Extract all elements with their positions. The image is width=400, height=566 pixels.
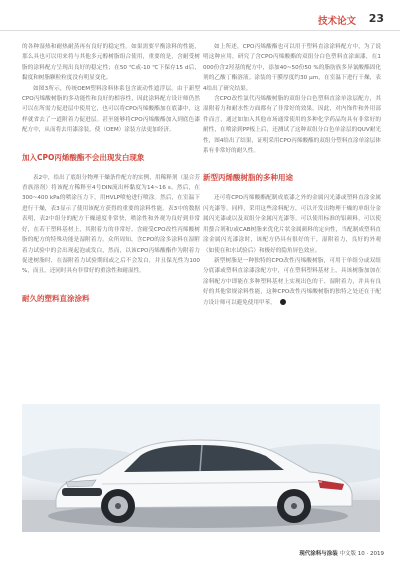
edition-label: 中文版 bbox=[339, 551, 356, 557]
paragraph: 还可将CPO丙烯酸酯配制成底漆之外的金属闪光漆或塑料直涂金属闪光漆等。同样，采用这些涂料配方，可以开发出物理干燥的单组分金属闪光漆或以及双组分金属闪光漆等。可以使用标准的铝颜料，可以使用螯合剂和/或CAB树脂来优化片状金属颜料的定向性，当配制成塑料直涂金属闪光漆涂时，该配方仍具有很好的干，湿附着力，良好的外观（如使在和水试验后）和极好的隐角屏色效应。 bbox=[203, 195, 381, 254]
paragraph bbox=[203, 256, 381, 308]
paragraph: 如图3所示，传统OEM塑料涂料体系包含流动性遮浮层。由于新型CPO丙烯酸树脂的多功能性和良好的相容性，因此涂料配方设计师仍然可以在所需力促进层中使用它，也可以将CPO丙烯酸酯加在底漆中，这样就省去了一道附着力促进层。甚至能够将CPO丙烯酸酯加入到底色漆配方中，从而将去用漆涂装，使（OEM）涂装方法更加经济。 bbox=[22, 85, 200, 134]
magazine-name: 现代涂料与涂装 bbox=[299, 551, 338, 557]
page-footer bbox=[299, 549, 384, 557]
right-column bbox=[203, 42, 381, 308]
paragraph: 表2中，给出了底组分物理干燥条件配方的实例，用稀释剂（混合芳香族溶剂）将该配方稀释至4号DIN流出杯黏度为14~16 s。然后，在300~400 kPa的喷涂压力下，用HVLP喷枪进行喷涂。然后，在室温下进行干燥，表3显示了使用该配方获得的重要的涂料性能。表3中的数据表明，表2中组分的配方干燥速度非常快，喷涂性和外观为良好到非常好，在若干塑料基材上，其附着力的非常好。含耐受CPO改性丙烯酸树脂的配方的特殊功能是湿附着力。众所周知，含CPO的涂多涂料在湿附着力试验中的会出现起泡或发白，然而，以该CPO丙烯酸酯作为附着力促进树脂时，在湿附着力试验期间或之后不会发白，并且保光性为100 %，而且，还同时具有非常好的重涂性和耐湿性。 bbox=[22, 174, 200, 275]
issue-label: 10 · 2019 bbox=[357, 551, 384, 557]
section-heading: 加入CPO丙烯酸酯不会出现发白现象 bbox=[22, 152, 145, 162]
white-sedan-illustration bbox=[22, 404, 380, 532]
page-number: 23 bbox=[368, 12, 384, 25]
header-divider bbox=[0, 30, 400, 31]
end-of-article-icon bbox=[280, 299, 286, 305]
paragraph: 如上所述，CPO丙烯酸酯也可以用于塑料直涂涂料配方中，为了说明这种应用，研究了含CPO丙烯酸酯的双组分白色塑料直涂面漆，在1 000份含2羟基的配方中，添加40~50份50 %的脂肪族多异氰酸酯固化剂的乙酸丁酯溶液。涂装的干膜厚度约30 μm，在室温下进行干燥，表4给出了研究结果。 bbox=[203, 44, 381, 92]
paragraph-text: 新型树脂是一种独特的CPO改性丙烯酸树脂，可用于单组分或双组分底漆或塑料直涂漆涂配方中，可在塑料塑料基材上，具该树脂加加在涂料配方中即能在多种塑料基材上实现出色的干、湿附着力，并具有良好的其他常规涂料性能，这种CPO改性丙烯酸树脂的独特之处还在于配方设计师可以避免使用甲苯。 bbox=[203, 257, 381, 306]
paragraph: 的各种湿热和耐热耐蒸再有良好的稳定性。如果需要平衡涂料的性能，那么具也可以用来将与其他多元醇树脂组合使用，重要的是，含耐受树脂的涂料配方呈现出良好的稳定性；在50 ℃或-10 ℃下保存15 d后，黏度和树脂颗粒粒度没有明显变化。 bbox=[22, 44, 200, 82]
car-photo bbox=[22, 404, 380, 532]
section-heading: 耐久的塑料直涂涂料 bbox=[22, 293, 90, 303]
section-title: 技术论文 bbox=[317, 16, 356, 27]
paragraph: 含CPO改性氯代丙烯酸树脂的双组分白色塑料直涂单涂层配方，其湿附着力和耐水性方面都有了非常好的效果。因此，对内饰件和外用部件而言，通过如加入其他市场通常使用的多种化学药品均具有非常好的耐性，在喷涂到PP板上后，还测试了这种双组分白色单涂层的QUV耐光性，图4给出了结果，证明采用CPO丙烯酸酯的双组分塑料直涂单涂层体系有非常好的耐久性。 bbox=[203, 96, 381, 155]
section-heading: 新型丙烯酸树脂的多种用途 bbox=[203, 173, 293, 183]
left-column bbox=[22, 42, 200, 314]
